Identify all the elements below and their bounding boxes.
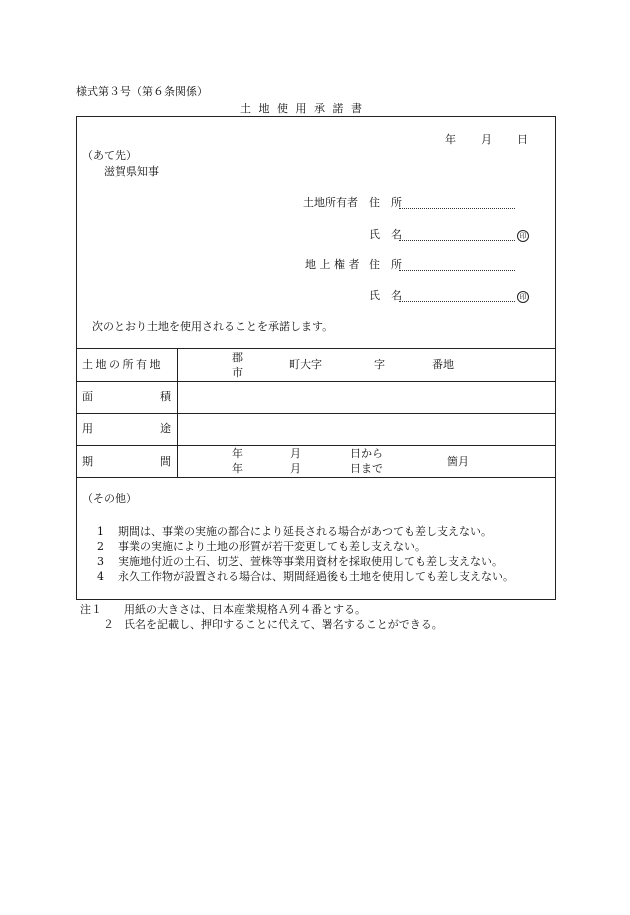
purpose-field[interactable]	[181, 415, 551, 443]
rights-holder-label: 地 上 権 者	[305, 258, 360, 271]
date-day: 日	[517, 133, 528, 146]
table-top-border	[77, 348, 555, 349]
other-item-text: 事業の実施により土地の形質が若干変更しても差し支えない。	[118, 540, 426, 553]
other-label: （その他）	[82, 492, 137, 505]
owner-name-field[interactable]	[399, 240, 515, 241]
note-text: 氏名を記載し、押印することに代えて、署名することができる。	[124, 618, 443, 631]
rights-holder-name-label: 氏 名	[369, 289, 402, 302]
area-label-b: 積	[160, 390, 171, 403]
table-bottom-border	[77, 477, 555, 478]
other-item-text: 実施地付近の土石、切芝、萱株等事業用資材を採取使用しても差し支えない。	[118, 555, 503, 568]
area-field[interactable]	[181, 383, 551, 411]
period-label	[82, 456, 171, 467]
owner-name-label: 氏 名	[369, 228, 402, 241]
consent-statement: 次のとおり土地を使用されることを承諾します。	[92, 320, 334, 333]
rights-holder-seal-icon: 印	[517, 291, 529, 303]
location-gun: 郡	[232, 351, 243, 364]
form-box	[76, 116, 556, 600]
period-start-day: 日から	[350, 447, 383, 460]
other-item-num: 3	[97, 555, 104, 568]
form-number: 様式第３号（第６条関係）	[76, 85, 208, 98]
period-start-month: 月	[290, 447, 301, 460]
location-aza: 字	[374, 358, 385, 371]
addressee-name: 滋賀県知事	[104, 165, 159, 178]
note-num: ２	[103, 618, 114, 631]
other-item-num: 1	[97, 525, 104, 538]
owner-address-label: 住 所	[369, 196, 402, 209]
owner-address-field[interactable]	[399, 208, 515, 209]
period-label-b: 間	[160, 455, 171, 468]
addressee-label: （あて先）	[82, 149, 137, 162]
table-row-divider	[77, 381, 555, 382]
table-column-divider	[177, 348, 178, 477]
note-num: 注１	[80, 603, 102, 616]
owner-label: 土地所有者	[303, 196, 358, 209]
rights-holder-address-field[interactable]	[399, 270, 515, 271]
date-month: 月	[481, 133, 492, 146]
area-label	[82, 391, 171, 402]
owner-seal-icon: 印	[517, 230, 529, 242]
other-item-num: 2	[97, 540, 104, 553]
period-end-year: 年	[232, 462, 243, 475]
period-start-year: 年	[232, 447, 243, 460]
location-cho: 町大字	[289, 358, 322, 371]
note-text: 用紙の大きさは、日本産業規格Ａ列４番とする。	[124, 603, 366, 616]
period-end-day: 日まで	[350, 462, 383, 475]
location-banchi: 番地	[432, 358, 454, 371]
purpose-label-a: 用	[82, 422, 93, 435]
table-row-divider	[77, 445, 555, 446]
period-months: 箇月	[447, 455, 469, 468]
other-item-num: 4	[97, 570, 104, 583]
period-label-a: 期	[82, 455, 93, 468]
area-label-a: 面	[82, 390, 93, 403]
purpose-label	[82, 423, 171, 434]
purpose-label-b: 途	[160, 422, 171, 435]
other-item-text: 期間は、事業の実施の都合により延長される場合があつても差し支えない。	[118, 525, 492, 538]
location-shi: 市	[232, 366, 243, 379]
location-label: 土地の所有地	[82, 358, 163, 371]
date-year: 年	[445, 133, 456, 146]
rights-holder-name-field[interactable]	[399, 301, 515, 302]
rights-holder-address-label: 住 所	[369, 258, 402, 271]
table-row-divider	[77, 413, 555, 414]
document-title: 土 地 使 用 承 諾 書	[240, 102, 364, 115]
other-item-text: 永久工作物が設置される場合は、期間経過後も土地を使用しても差し支えない。	[118, 570, 514, 583]
period-end-month: 月	[290, 462, 301, 475]
